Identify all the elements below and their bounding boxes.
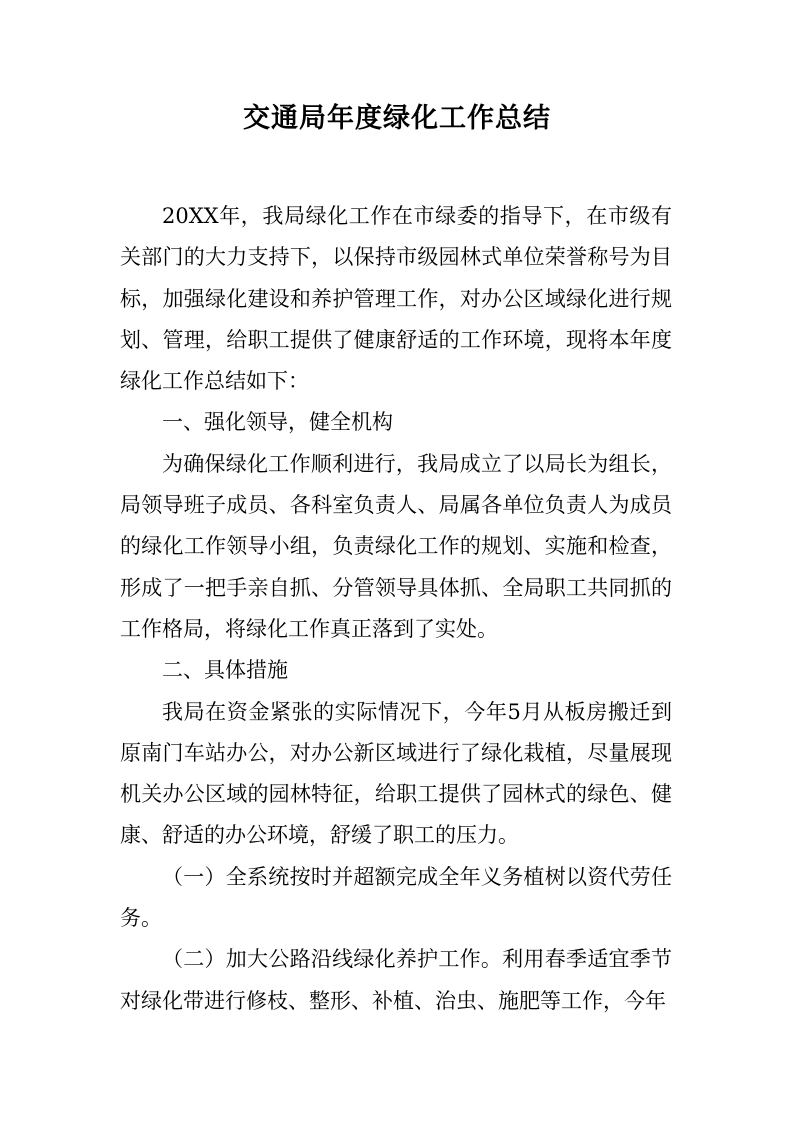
intro-paragraph: 20XX年，我局绿化工作在市绿委的指导下，在市级有关部门的大力支持下，以保持市级园林式单位荣誉称号为目标，加强绿化建设和养护管理工作，对办公区域绿化进行规划、管理，给职工提供了健康舒适的工作环境，现将本年度绿化工作总结如下： — [120, 204, 672, 394]
section-heading-1: 一、强化领导，健全机构 — [162, 410, 393, 435]
section-2-paragraph: 我局在资金紧张的实际情况下，今年5月从板房搬迁到原南门车站办公，对办公新区域进行了绿化栽植，尽量展现机关办公区域的园林特征，给职工提供了园林式的绿色、健康、舒适的办公环境，舒缓了职工的压力。 — [120, 699, 672, 848]
section-heading-2: 二、具体措施 — [162, 658, 288, 683]
document-title: 交通局年度绿化工作总结 — [243, 103, 551, 134]
section-1-paragraph: 为确保绿化工作顺利进行，我局成立了以局长为组长，局领导班子成员、各科室负责人、局属各单位负责人为成员的绿化工作领导小组，负责绿化工作的规划、实施和检查，形成了一把手亲自抓、分管领导具体抓、全局职工共同抓的工作格局，将绿化工作真正落到了实处。 — [120, 451, 672, 641]
measure-item-2: （二）加大公路沿线绿化养护工作。利用春季适宜季节对绿化带进行修枝、整形、补植、治虫、施肥等工作，今年 — [120, 947, 672, 1013]
measure-item-1: （一）全系统按时并超额完成全年义务植树以资代劳任务。 — [120, 864, 672, 931]
document-body — [120, 196, 672, 1022]
